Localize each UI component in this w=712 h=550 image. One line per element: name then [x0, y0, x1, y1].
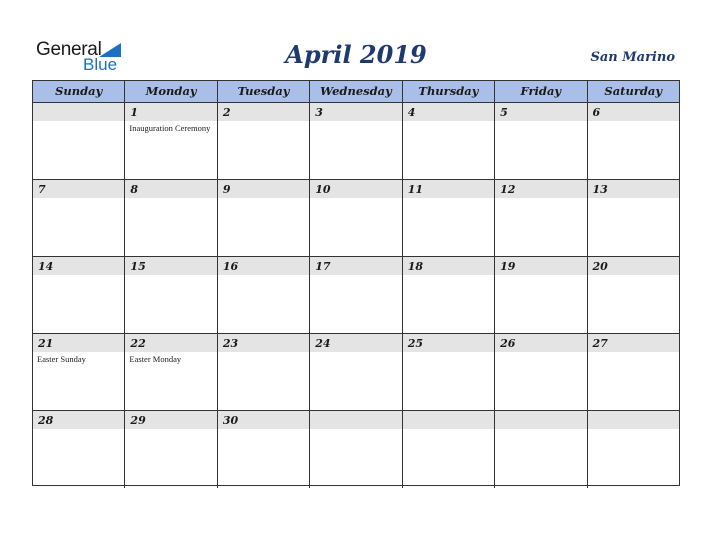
day-number: 26 [500, 337, 516, 350]
day-number: 19 [500, 260, 516, 273]
day-number: 30 [222, 414, 239, 427]
weekday-sunday: Sunday [33, 81, 125, 102]
day-cell [403, 103, 495, 179]
weekday-thursday: Thursday [403, 81, 495, 102]
day-number: 18 [407, 260, 423, 273]
holiday-event: Inauguration Ceremony [129, 123, 211, 133]
day-cell [218, 103, 310, 179]
weekday-wednesday: Wednesday [310, 81, 402, 102]
weekday-header [33, 81, 679, 103]
day-number: 9 [222, 183, 231, 196]
date-bar [495, 411, 586, 429]
day-number: 2 [222, 106, 231, 119]
date-bar [125, 180, 216, 198]
day-cell [588, 411, 679, 488]
day-number: 5 [500, 106, 508, 119]
date-bar [125, 103, 216, 121]
day-cell [588, 103, 679, 179]
day-number: 17 [315, 260, 331, 273]
day-cell [33, 411, 125, 488]
day-number: 6 [592, 106, 601, 119]
day-number: 8 [130, 183, 139, 196]
day-cell [125, 334, 217, 410]
weekday-friday: Friday [495, 81, 587, 102]
day-number: 10 [315, 183, 331, 196]
date-bar [33, 103, 124, 121]
day-cell [218, 257, 310, 333]
date-bar [403, 411, 494, 429]
day-number: 20 [592, 260, 608, 273]
day-cell [33, 334, 125, 410]
day-number: 27 [592, 337, 608, 350]
day-number: 4 [407, 106, 416, 119]
weekday-monday: Monday [125, 81, 217, 102]
date-bar [310, 103, 401, 121]
logo-text-general: General [36, 39, 102, 60]
day-number: 25 [407, 337, 423, 350]
weekday-tuesday: Tuesday [218, 81, 310, 102]
day-cell [310, 411, 402, 488]
day-number: 11 [407, 183, 423, 196]
date-bar [33, 180, 124, 198]
day-cell [310, 257, 402, 333]
calendar-title: April 2019 [285, 40, 427, 69]
day-cell [310, 334, 402, 410]
day-number: 22 [130, 337, 146, 350]
day-cell [218, 334, 310, 410]
day-number: 24 [315, 337, 331, 350]
weekday-saturday: Saturday [604, 84, 663, 98]
date-bar [588, 103, 679, 121]
week-row [33, 334, 679, 411]
day-cell [125, 103, 217, 179]
day-cell [310, 180, 402, 256]
day-number: 23 [222, 337, 239, 350]
date-bar [218, 180, 309, 198]
day-number: 29 [130, 414, 146, 427]
date-bar [403, 103, 494, 121]
day-number: 21 [38, 337, 54, 350]
day-cell [403, 257, 495, 333]
day-cell [495, 180, 587, 256]
day-cell [33, 180, 125, 256]
week-row [33, 411, 679, 488]
day-cell [33, 103, 125, 179]
day-number: 14 [38, 260, 54, 273]
day-number: 13 [592, 183, 608, 196]
day-cell [495, 334, 587, 410]
week-row [33, 103, 679, 180]
day-cell [495, 411, 587, 488]
date-bar [495, 103, 586, 121]
day-cell [125, 411, 217, 488]
day-number: 15 [130, 260, 146, 273]
day-cell [588, 334, 679, 410]
date-bar [218, 103, 309, 121]
holiday-event: Easter Monday [129, 354, 182, 364]
day-number: 3 [315, 106, 323, 119]
day-cell [588, 180, 679, 256]
holiday-event: Easter Sunday [37, 354, 86, 364]
day-number: 1 [130, 106, 139, 119]
country-name: San Marino [590, 50, 675, 65]
day-cell [218, 180, 310, 256]
day-number: 16 [222, 260, 239, 273]
day-cell [403, 180, 495, 256]
logo-text-blue: Blue [83, 55, 118, 74]
day-cell [495, 103, 587, 179]
day-cell [218, 411, 310, 488]
week-row [33, 257, 679, 334]
day-number: 12 [500, 183, 516, 196]
day-cell [588, 257, 679, 333]
date-bar [588, 411, 679, 429]
calendar-grid [32, 80, 680, 486]
day-cell [403, 334, 495, 410]
day-cell [495, 257, 587, 333]
day-number: 7 [38, 183, 46, 196]
day-cell [125, 180, 217, 256]
date-bar [310, 411, 401, 429]
day-cell [125, 257, 217, 333]
day-number: 28 [38, 414, 54, 427]
day-cell [403, 411, 495, 488]
day-cell [33, 257, 125, 333]
day-cell [310, 103, 402, 179]
week-row [33, 180, 679, 257]
